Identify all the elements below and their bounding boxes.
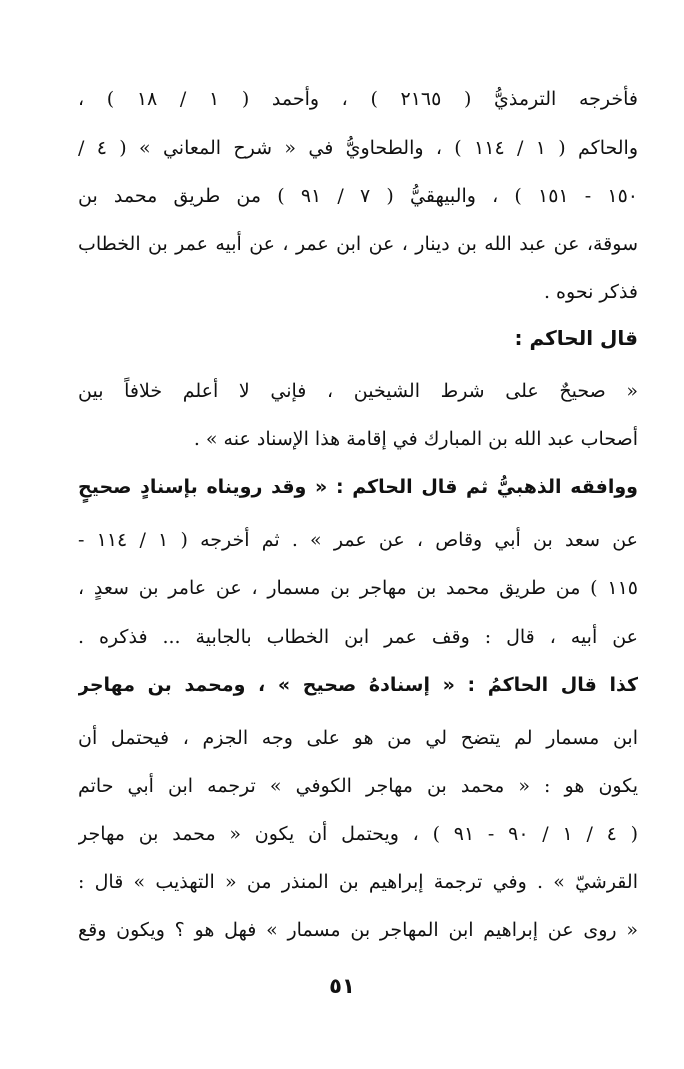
text-line-2: والحاكم ( ١ / ١١٤ ) ، والطحاويُّ في « شرح المعاني » ( ٤ / [78,137,638,159]
text-line-14: ابن مسمار لم يتضح لي من هو على وجه الجزم ، فيحتمل أن [78,727,638,749]
text-line-15: يكون هو : « محمد بن مهاجر الكوفي » ترجمه ابن أبي حاتم [78,775,638,797]
text-line-5: فذكر نحوه . [543,281,638,303]
text-line-9: ووافقه الذهبيُّ ثم قال الحاكم : « وقد رويناه بإسنادٍ صحيحٍ [78,476,638,498]
text-line-12: عن أبيه ، قال : وقف عمر ابن الخطاب بالجابية ... فذكره . [78,626,638,648]
text-line-11: ١١٥ ) من طريق محمد بن مهاجر بن مسمار ، عن عامر بن سعدٍ ، [78,577,638,599]
text-line-16: ( ٤ / ١ / ٩٠ - ٩١ ) ، ويحتمل أن يكون « محمد بن مهاجر [78,823,638,845]
section-heading: قال الحاكم : [514,326,638,350]
text-line-13: كذا قال الحاكمُ : « إسنادهُ صحيح » ، ومحمد بن مهاجر [78,674,638,696]
text-line-1: فأخرجه الترمذيُّ ( ٢١٦٥ ) ، وأحمد ( ١ / ١٨ ) ، [78,88,638,110]
text-line-3: ١٥٠ - ١٥١ ) ، والبيهقيُّ ( ٧ / ٩١ ) من طريق محمد بن [78,185,638,207]
quote-line-1: « صحيحٌ على شرط الشيخين ، فإني لا أعلم خلافاً بين [78,380,638,402]
text-line-10: عن سعد بن أبي وقاص ، عن عمر » . ثم أخرجه ( ١ / ١١٤ - [78,529,638,551]
quote-line-2: أصحاب عبد الله بن المبارك في إقامة هذا الإسناد عنه » . [193,428,638,450]
text-line-17: القرشيّ » . وفي ترجمة إبراهيم بن المنذر من « التهذيب » قال : [78,871,638,893]
text-line-4: سوقة، عن عبد الله بن دينار ، عن ابن عمر ، عن أبيه عمر بن الخطاب [78,233,638,255]
text-line-18: « روى عن إبراهيم ابن المهاجر بن مسمار » فهل هو ؟ ويكون وقع [78,919,638,941]
page-number: ٥١ [329,974,355,998]
